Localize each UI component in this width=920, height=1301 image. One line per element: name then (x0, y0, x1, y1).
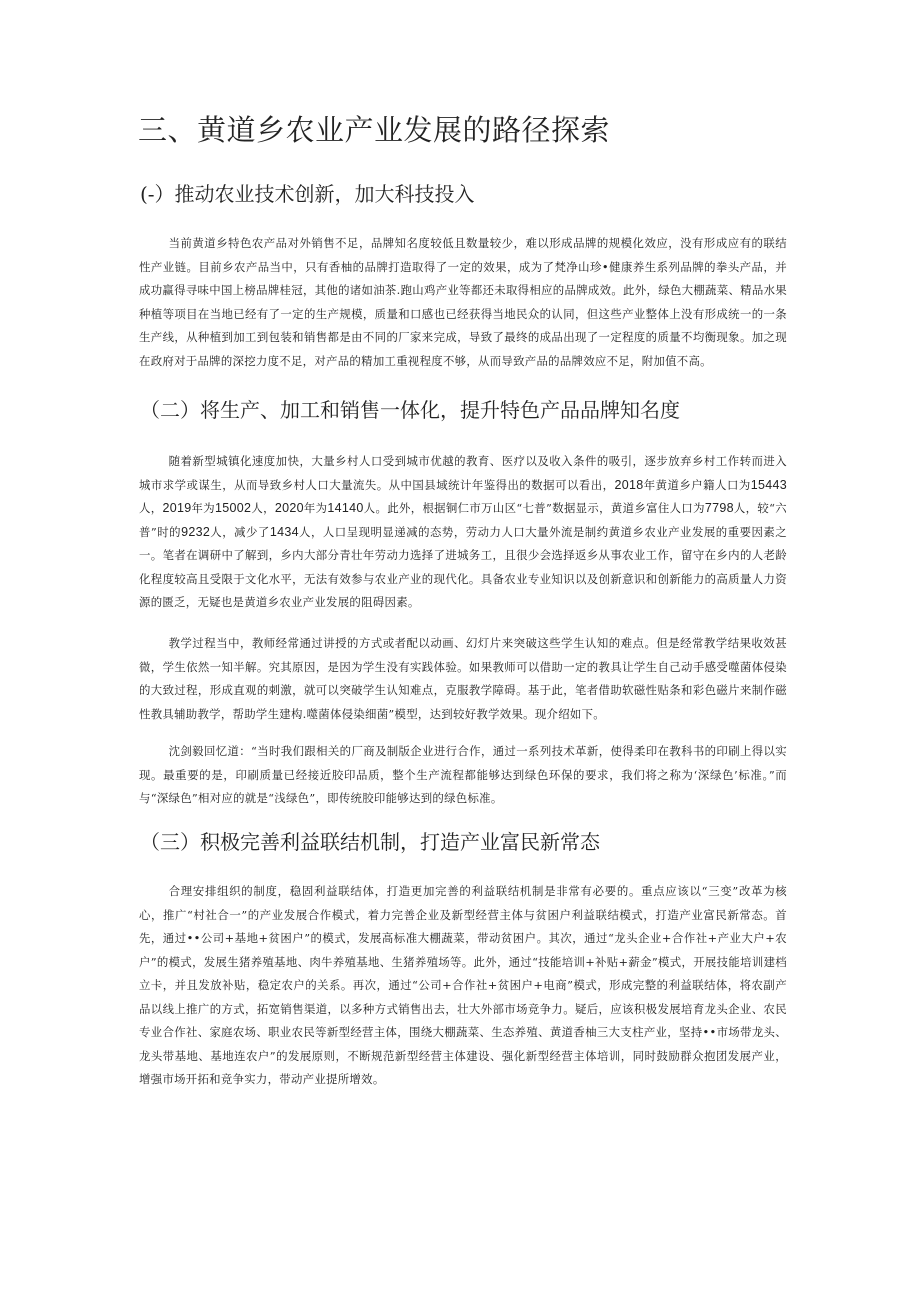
number: 2019 (162, 501, 192, 515)
text-run: 年为 (303, 501, 328, 515)
number: 1434 (269, 524, 299, 539)
number: 2018 (614, 477, 644, 492)
subsection-title-3: （三）积极完善利益联结机制，打造产业富民新常态 (140, 830, 600, 854)
text-run: 人， (139, 501, 163, 515)
number: 2020 (274, 501, 304, 515)
text-run: 人。此外，根据铜仁市万山区“七普”数据显示，黄道乡富住人口为 (363, 501, 705, 515)
text-run: 年为 (191, 501, 216, 515)
subsection-title-1: (-）推动农业技术创新，加大科技投入 (140, 182, 475, 206)
text-run: 年黄道乡户籍人口为 (643, 477, 751, 492)
subsection-title-2: （二）将生产、加工和销售一体化，提升特色产品品牌知名度 (140, 398, 680, 422)
text-run: 人，减少了 (210, 524, 270, 539)
paragraph-3: 教学过程当中，教师经常通过讲授的方式或者配以动画、幻灯片来突破这些学生认知的难点。但是经常教学结果收效甚微，学生依然一知半解。究其原因，是因为学生没有实践体验。如果教师可以借助一定的教具让学生自己动手感受噬菌体侵染的大致过程，形成直观的刺激，就可以突破学生认知难点，克服教学障碍。基于此，笔者借助软磁性贴条和彩色磁片来制作磁性教具辅助教学，帮助学生建构.噬菌体侵染细菌”模型，达到较好教学效果。现介绍如下。 (139, 636, 787, 721)
text-run: 人， (251, 501, 275, 515)
text-run: 随着新型城镇化速度加快，大量乡村人口受到城市优越的教育、医疗以及收入条件的吸引，逐步放弃乡村工作转而进入城市求学或谋生，从而导致乡村人口大量流失。从中国县域统计年鉴得出的数据可以看出， (139, 454, 787, 492)
number: 15443 (750, 477, 787, 492)
paragraph-4: 沈剑毅回忆道：“当时我们跟相关的厂商及制版企业进行合作，通过一系列技术革新，使得柔印在教科书的印刷上得以实现。最重要的是，印刷质量已经接近胶印品质，整个生产流程都能够达到绿色环保的要求，我们将之称为‘深绿色’标准。”而与“深绿色”相对应的就是“浅绿色”，即传统胶印能够达到的绿色标准。 (139, 744, 787, 805)
text-run: 人，较“六普”时的 (139, 501, 787, 539)
number: 15002 (215, 501, 252, 515)
paragraph-2 (139, 450, 787, 615)
number: 7798 (704, 501, 734, 515)
text-run: 人，人口呈现明显递减的态势，劳动力人口大量外流是制约黄道乡农业产业发展的重要因素之一。笔者在调研中了解到，乡内大部分青壮年劳动力选择了进城务工，且很少会选择返乡从事农业工作，留守在乡内的人老龄化程度较高且受限于文化水平，无法有效参与农业产业的现代化。具备农业专业知识以及创新意识和创新能力的高质量人力资源的匮乏，无疑也是黄道乡农业产业发展的阻碍因素。 (139, 524, 787, 609)
paragraph-1: 当前黄道乡特色农产品对外销售不足，品牌知名度较低且数量较少，难以形成品牌的规模化效应，没有形成应有的联结性产业链。目前乡农产品当中，只有香柚的品牌打造取得了一定的效果，成为了梵净山珍•健康养生系列品牌的拳头产品，并成功赢得寻味中国上榜品牌桂冠，其他的诸如油茶.跑山鸡产业等都还未取得相应的品牌成效。此外，绿色大棚蔬菜、精品水果种植等项目在当地已经有了一定的生产规模，质量和口感也已经获得当地民众的认同，但这些产业整体上没有形成统一的一条生产线，从种植到加工到包装和销售都是由不同的厂家来完成，导致了最终的成品出现了一定程度的质量不均衡现象。加之现在政府对于品牌的深挖力度不足，对产品的精加工重视程度不够，从而导致产品的品牌效应不足，附加值不高。 (139, 236, 787, 368)
number: 9232 (181, 524, 211, 539)
section-title: 三、黄道乡农业产业发展的路径探索 (138, 113, 611, 147)
number: 14140 (327, 501, 364, 515)
paragraph-5: 合理安排组织的制度，稳固利益联结体，打造更加完善的利益联结机制是非常有必要的。重点应该以“三变”改革为核心，推广“村社合一”的产业发展合作模式，着力完善企业及新型经营主体与贫困户利益联结模式，打造产业富民新常态。首先，通过••公司+基地+贫困户”的模式，发展高标准大棚蔬菜，带动贫困户。其次，通过“龙头企业+合作社+产业大户+农户”的模式，发展生猪养殖基地、肉牛养殖基地、生猪养殖场等。此外，通过“技能培训+补贴+薪金”模式，开展技能培训建档立卡，并且发放补贴，稳定农户的关系。再次，通过“公司+合作社+贫困户+电商”模式，形成完整的利益联结体，将农副产品以线上推广的方式，拓宽销售渠道，以多种方式销售出去，壮大外部市场竞争力。疑后，应该积极发展培育龙头企业、农民专业合作社、家庭农场、职业农民等新型经营主体，围绕大棚蔬菜、生态养殖、黄道香柚三大支柱产业，坚持••市场带龙头、龙头带基地、基地连农户”的发展原则，不断规范新型经营主体建设、强化新型经营主体培训，同时鼓励群众抱团发展产业，增强市场开拓和竞争实力，带动产业提所增效。 (139, 884, 787, 1086)
